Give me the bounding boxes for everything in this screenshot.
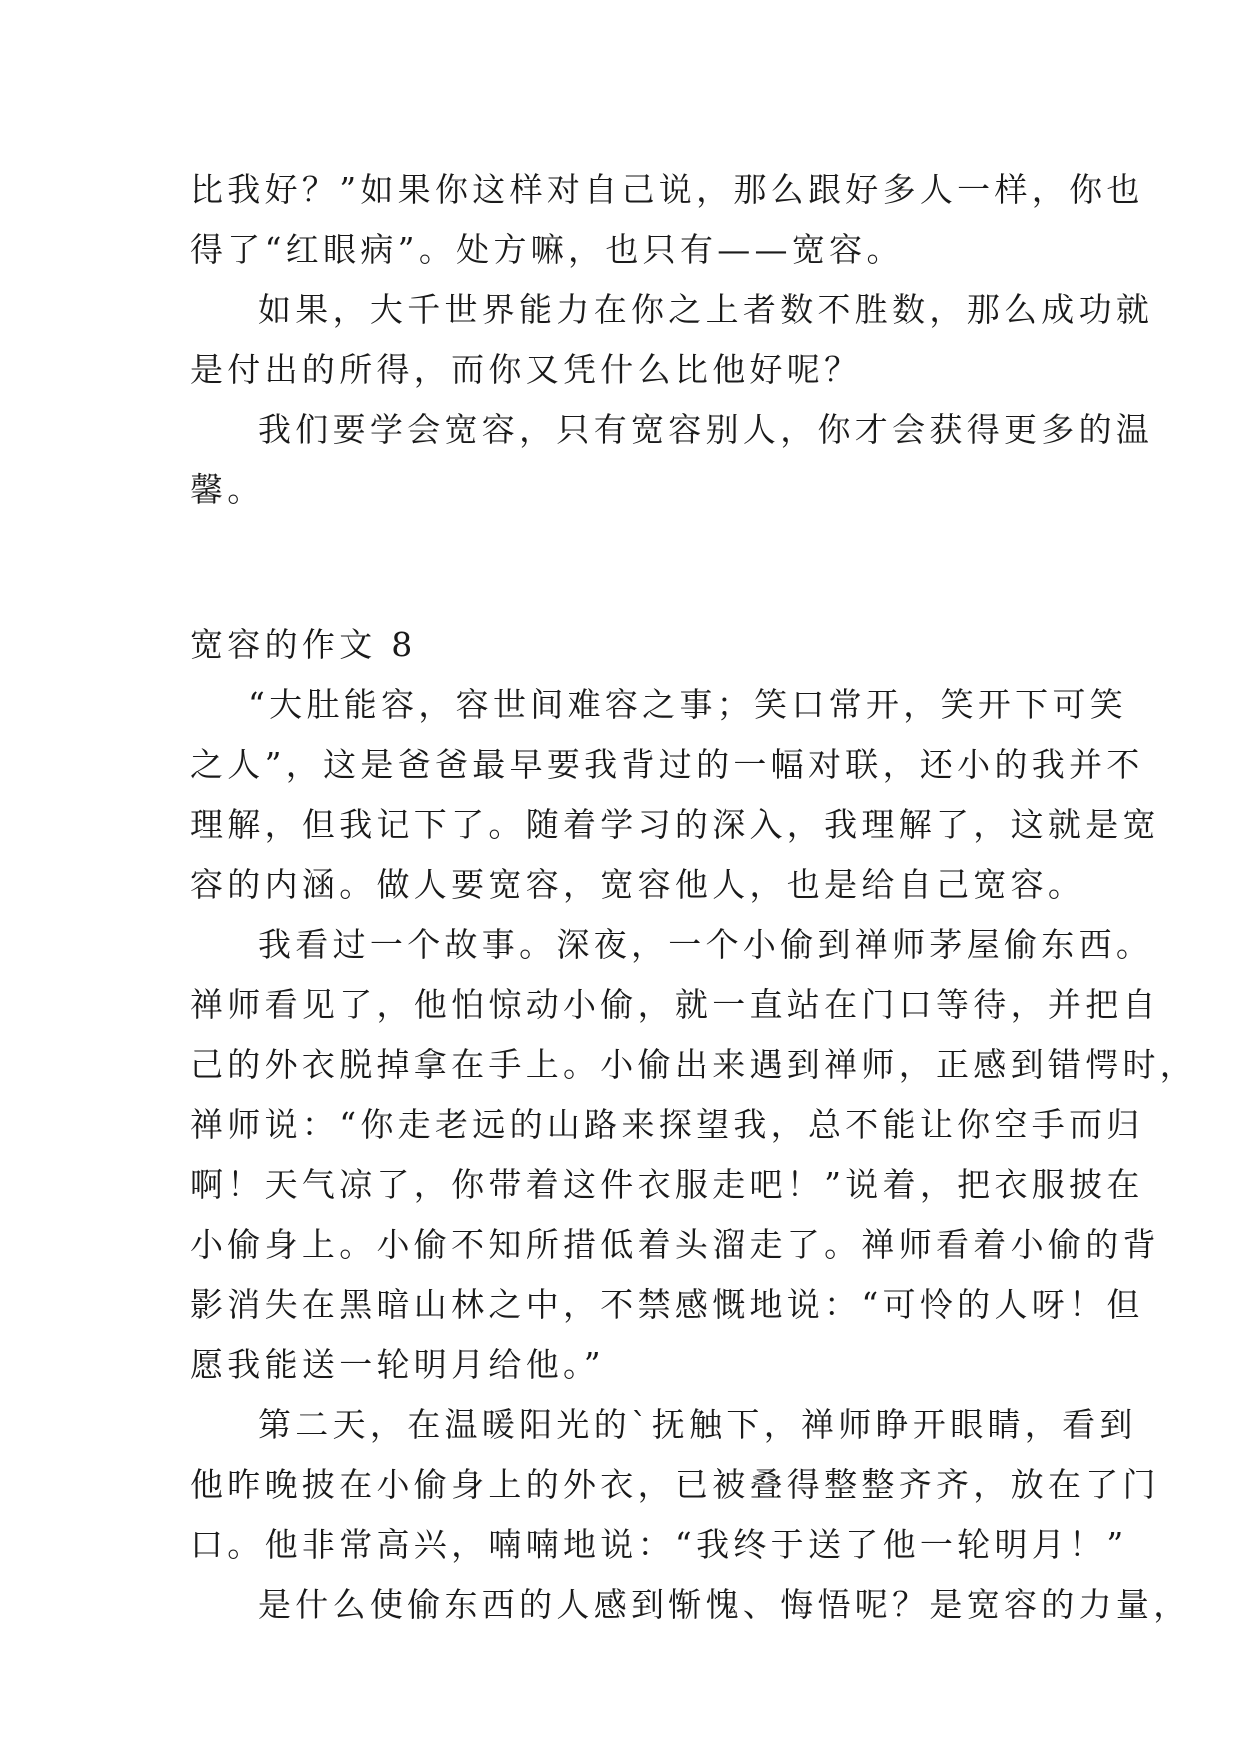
paragraph-line: 禅师说：“你走老远的山路来探望我，总不能让你空手而归: [190, 1105, 1144, 1144]
paragraph-line: 得了“红眼病”。处方嘛，也只有——宽容。: [190, 230, 904, 269]
paragraph-line: 我们要学会宽容，只有宽容别人，你才会获得更多的温: [258, 410, 1154, 449]
paragraph-line: 他昨晚披在小偷身上的外衣，已被叠得整整齐齐，放在了门: [190, 1465, 1160, 1504]
paragraph-line: 小偷身上。小偷不知所措低着头溜走了。禅师看着小偷的背: [190, 1225, 1160, 1264]
paragraph-line: 如果，大千世界能力在你之上者数不胜数，那么成功就: [258, 290, 1154, 329]
paragraph-line: “大肚能容，容世间难容之事；笑口常开，笑开下可笑: [248, 685, 1128, 724]
paragraph-line: 理解，但我记下了。随着学习的深入，我理解了，这就是宽: [190, 805, 1160, 844]
paragraph-line: 己的外衣脱掉拿在手上。小偷出来遇到禅师，正感到错愕时，: [190, 1045, 1198, 1084]
section-title: 宽容的作文 8: [190, 625, 417, 664]
document-body: [190, 160, 1198, 1635]
paragraph-line: 愿我能送一轮明月给他。”: [190, 1345, 605, 1384]
paragraph-line: 影消失在黑暗山林之中，不禁感慨地说：“可怜的人呀！但: [190, 1285, 1144, 1324]
section-gap: [190, 520, 1060, 615]
paragraph-line: 容的内涵。做人要宽容，宽容他人，也是给自己宽容。: [190, 865, 1086, 904]
paragraph-line: 馨。: [190, 470, 265, 509]
paragraph-line: 第二天，在温暖阳光的`抚触下，禅师睁开眼睛，看到: [258, 1405, 1137, 1444]
paragraph-line: 比我好？”如果你这样对自己说，那么跟好多人一样，你也: [190, 170, 1144, 209]
paragraph-line: 口。他非常高兴，喃喃地说：“我终于送了他一轮明月！”: [190, 1525, 1128, 1564]
paragraph-line: 是什么使偷东西的人感到惭愧、悔悟呢？是宽容的力量，: [258, 1585, 1191, 1624]
paragraph-line: 我看过一个故事。深夜，一个小偷到禅师茅屋偷东西。: [258, 925, 1154, 964]
paragraph-line: 是付出的所得，而你又凭什么比他好呢？: [190, 350, 862, 389]
paragraph-line: 啊！天气凉了，你带着这件衣服走吧！”说着，把衣服披在: [190, 1165, 1144, 1204]
paragraph-line: 之人”，这是爸爸最早要我背过的一幅对联，还小的我并不: [190, 745, 1144, 784]
paragraph-line: 禅师看见了，他怕惊动小偷，就一直站在门口等待，并把自: [190, 985, 1160, 1024]
